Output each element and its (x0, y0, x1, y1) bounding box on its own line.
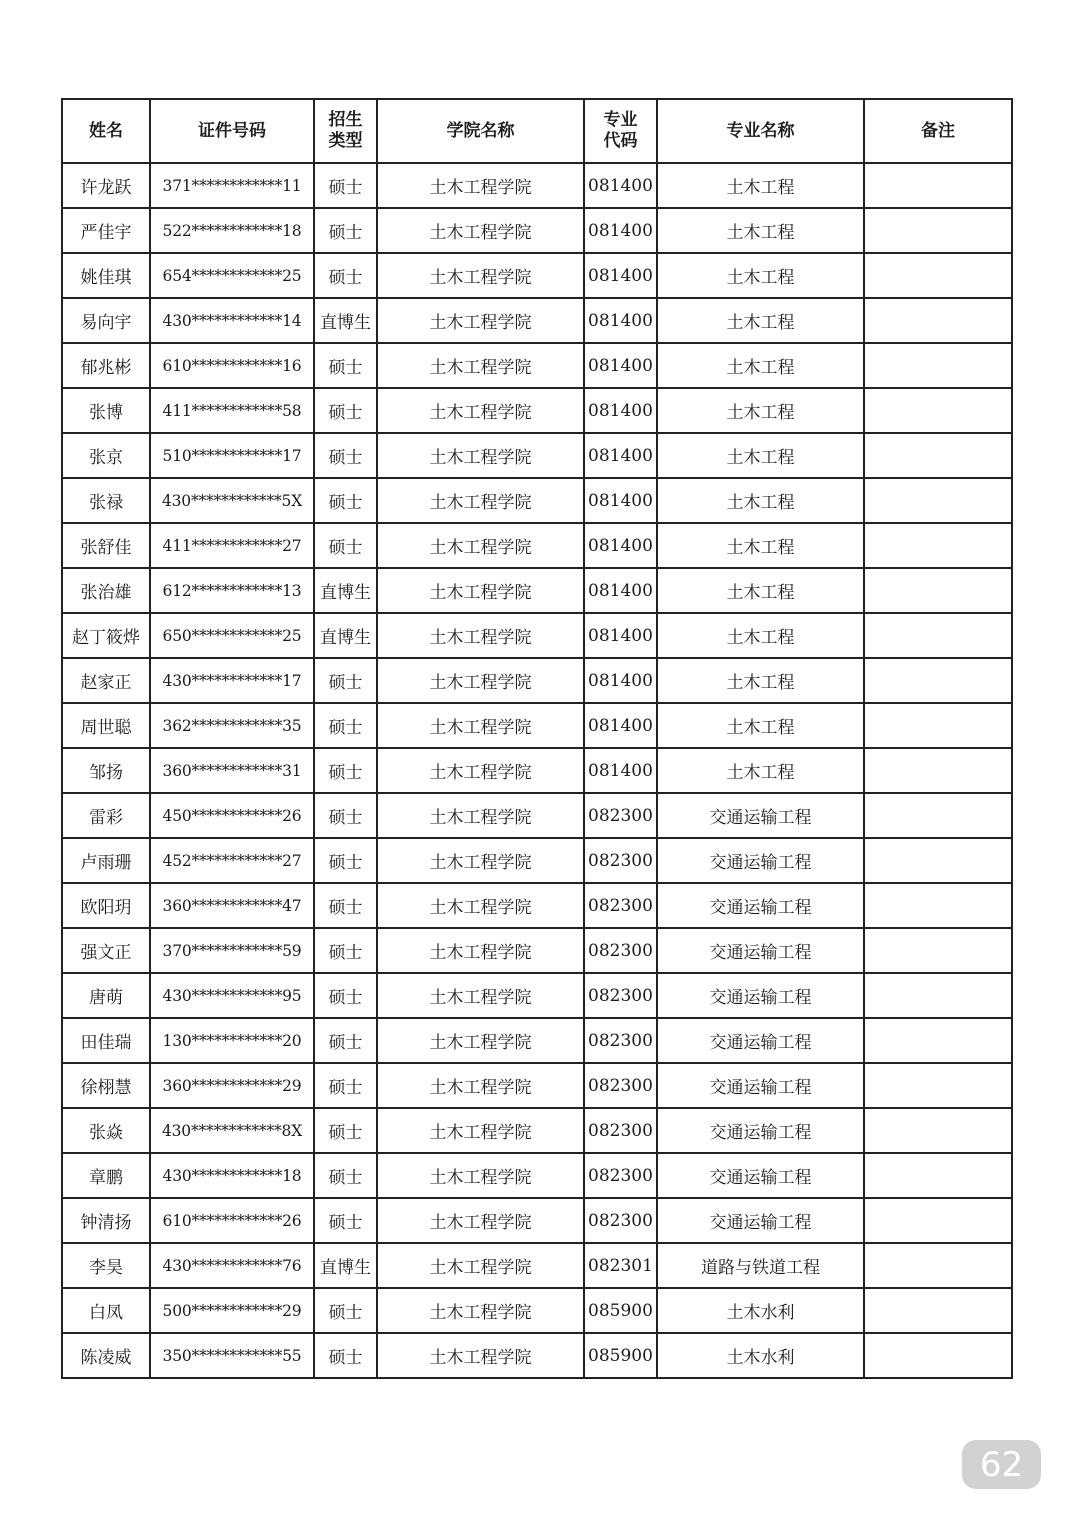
cell-name: 钟清扬 (62, 1198, 150, 1243)
header-remark: 备注 (864, 99, 1012, 163)
cell-id: 370************59 (150, 928, 314, 973)
cell-college: 土木工程学院 (377, 1063, 584, 1108)
header-code-line1: 专业 (603, 110, 638, 130)
table-row (62, 1243, 1012, 1288)
cell-type: 硕士 (314, 208, 377, 253)
cell-remark (864, 973, 1012, 1018)
cell-id: 430************5X (150, 478, 314, 523)
cell-major: 土木水利 (657, 1333, 864, 1378)
table-row (62, 343, 1012, 388)
cell-code: 082300 (584, 1018, 657, 1063)
cell-code: 081400 (584, 613, 657, 658)
cell-major: 交通运输工程 (657, 1018, 864, 1063)
table-row (62, 973, 1012, 1018)
table-row (62, 1333, 1012, 1378)
cell-code: 082301 (584, 1243, 657, 1288)
cell-id: 522************18 (150, 208, 314, 253)
cell-id: 650************25 (150, 613, 314, 658)
cell-remark (864, 298, 1012, 343)
admission-list-sheet (61, 98, 1011, 1379)
cell-code: 081400 (584, 208, 657, 253)
cell-name: 邹扬 (62, 748, 150, 793)
cell-major: 交通运输工程 (657, 883, 864, 928)
cell-remark (864, 1108, 1012, 1153)
cell-id: 371************11 (150, 163, 314, 208)
table-header (62, 99, 1012, 163)
cell-remark (864, 838, 1012, 883)
cell-type: 硕士 (314, 433, 377, 478)
cell-code: 081400 (584, 253, 657, 298)
cell-college: 土木工程学院 (377, 1153, 584, 1198)
cell-major: 交通运输工程 (657, 928, 864, 973)
cell-id: 430************14 (150, 298, 314, 343)
cell-code: 081400 (584, 748, 657, 793)
cell-type: 硕士 (314, 658, 377, 703)
cell-college: 土木工程学院 (377, 928, 584, 973)
cell-remark (864, 1153, 1012, 1198)
cell-name: 姚佳琪 (62, 253, 150, 298)
header-type-line2: 类型 (328, 131, 363, 151)
table-row (62, 298, 1012, 343)
cell-remark (864, 613, 1012, 658)
cell-name: 唐萌 (62, 973, 150, 1018)
cell-id: 654************25 (150, 253, 314, 298)
cell-name: 许龙跃 (62, 163, 150, 208)
cell-name: 张舒佳 (62, 523, 150, 568)
table-row (62, 568, 1012, 613)
cell-college: 土木工程学院 (377, 838, 584, 883)
cell-major: 土木工程 (657, 208, 864, 253)
cell-code: 082300 (584, 838, 657, 883)
cell-name: 张京 (62, 433, 150, 478)
header-name: 姓名 (62, 99, 150, 163)
table-row (62, 1108, 1012, 1153)
cell-remark (864, 658, 1012, 703)
cell-major: 交通运输工程 (657, 793, 864, 838)
cell-id: 450************26 (150, 793, 314, 838)
cell-major: 交通运输工程 (657, 1063, 864, 1108)
cell-type: 硕士 (314, 973, 377, 1018)
cell-name: 张焱 (62, 1108, 150, 1153)
table-row (62, 883, 1012, 928)
cell-code: 085900 (584, 1333, 657, 1378)
cell-major: 土木工程 (657, 568, 864, 613)
cell-name: 周世聪 (62, 703, 150, 748)
cell-name: 严佳宇 (62, 208, 150, 253)
cell-id: 411************58 (150, 388, 314, 433)
cell-name: 张博 (62, 388, 150, 433)
cell-college: 土木工程学院 (377, 1333, 584, 1378)
cell-college: 土木工程学院 (377, 568, 584, 613)
cell-major: 土木水利 (657, 1288, 864, 1333)
cell-type: 硕士 (314, 1108, 377, 1153)
cell-major: 土木工程 (657, 298, 864, 343)
header-row (62, 99, 1012, 163)
cell-code: 081400 (584, 523, 657, 568)
cell-college: 土木工程学院 (377, 388, 584, 433)
cell-id: 130************20 (150, 1018, 314, 1063)
cell-code: 081400 (584, 568, 657, 613)
cell-remark (864, 388, 1012, 433)
cell-college: 土木工程学院 (377, 613, 584, 658)
cell-major: 土木工程 (657, 703, 864, 748)
cell-remark (864, 433, 1012, 478)
cell-type: 硕士 (314, 838, 377, 883)
cell-id: 612************13 (150, 568, 314, 613)
cell-college: 土木工程学院 (377, 658, 584, 703)
cell-major: 土木工程 (657, 388, 864, 433)
header-type-line1: 招生 (328, 110, 363, 130)
cell-code: 081400 (584, 298, 657, 343)
cell-type: 硕士 (314, 1153, 377, 1198)
cell-id: 362************35 (150, 703, 314, 748)
cell-college: 土木工程学院 (377, 1018, 584, 1063)
cell-type: 硕士 (314, 1063, 377, 1108)
cell-remark (864, 748, 1012, 793)
cell-major: 土木工程 (657, 343, 864, 388)
cell-type: 硕士 (314, 1333, 377, 1378)
cell-type: 硕士 (314, 478, 377, 523)
cell-college: 土木工程学院 (377, 1108, 584, 1153)
cell-type: 硕士 (314, 163, 377, 208)
cell-college: 土木工程学院 (377, 253, 584, 298)
cell-major: 交通运输工程 (657, 838, 864, 883)
cell-id: 430************8X (150, 1108, 314, 1153)
cell-remark (864, 523, 1012, 568)
table-row (62, 1018, 1012, 1063)
cell-code: 082300 (584, 1153, 657, 1198)
cell-id: 430************76 (150, 1243, 314, 1288)
cell-id: 610************16 (150, 343, 314, 388)
cell-code: 081400 (584, 388, 657, 433)
table-row (62, 208, 1012, 253)
cell-code: 081400 (584, 433, 657, 478)
table-row (62, 163, 1012, 208)
cell-id: 430************17 (150, 658, 314, 703)
page-number-badge: 62 (962, 1440, 1041, 1489)
cell-code: 082300 (584, 1198, 657, 1243)
cell-college: 土木工程学院 (377, 343, 584, 388)
cell-id: 350************55 (150, 1333, 314, 1378)
cell-major: 土木工程 (657, 163, 864, 208)
cell-remark (864, 1243, 1012, 1288)
cell-type: 直博生 (314, 568, 377, 613)
cell-remark (864, 343, 1012, 388)
table-row (62, 748, 1012, 793)
cell-id: 360************31 (150, 748, 314, 793)
cell-remark (864, 478, 1012, 523)
header-college: 学院名称 (377, 99, 584, 163)
cell-college: 土木工程学院 (377, 208, 584, 253)
cell-type: 直博生 (314, 1243, 377, 1288)
cell-college: 土木工程学院 (377, 703, 584, 748)
cell-major: 土木工程 (657, 433, 864, 478)
cell-id: 610************26 (150, 1198, 314, 1243)
cell-college: 土木工程学院 (377, 523, 584, 568)
cell-id: 452************27 (150, 838, 314, 883)
cell-college: 土木工程学院 (377, 433, 584, 478)
cell-name: 章鹏 (62, 1153, 150, 1198)
cell-code: 081400 (584, 163, 657, 208)
table-row (62, 1288, 1012, 1333)
header-code-line2: 代码 (603, 131, 638, 151)
cell-name: 卢雨珊 (62, 838, 150, 883)
header-type (314, 99, 377, 163)
table-row (62, 253, 1012, 298)
cell-remark (864, 793, 1012, 838)
table-row (62, 793, 1012, 838)
table-body (62, 163, 1012, 1378)
table-row (62, 523, 1012, 568)
cell-major: 交通运输工程 (657, 1108, 864, 1153)
cell-type: 硕士 (314, 1018, 377, 1063)
cell-name: 张禄 (62, 478, 150, 523)
cell-name: 白凤 (62, 1288, 150, 1333)
header-code (584, 99, 657, 163)
cell-college: 土木工程学院 (377, 748, 584, 793)
table-row (62, 1063, 1012, 1108)
cell-remark (864, 703, 1012, 748)
table-row (62, 658, 1012, 703)
cell-college: 土木工程学院 (377, 298, 584, 343)
cell-name: 田佳瑞 (62, 1018, 150, 1063)
table-row (62, 838, 1012, 883)
cell-name: 雷彩 (62, 793, 150, 838)
cell-college: 土木工程学院 (377, 883, 584, 928)
cell-major: 土木工程 (657, 613, 864, 658)
header-major: 专业名称 (657, 99, 864, 163)
header-id: 证件号码 (150, 99, 314, 163)
cell-id: 360************47 (150, 883, 314, 928)
cell-code: 081400 (584, 703, 657, 748)
admission-table (61, 98, 1013, 1379)
cell-code: 082300 (584, 883, 657, 928)
cell-major: 交通运输工程 (657, 1198, 864, 1243)
cell-type: 硕士 (314, 523, 377, 568)
table-row (62, 1198, 1012, 1243)
cell-name: 陈凌威 (62, 1333, 150, 1378)
cell-type: 硕士 (314, 703, 377, 748)
cell-college: 土木工程学院 (377, 1243, 584, 1288)
cell-id: 500************29 (150, 1288, 314, 1333)
cell-id: 510************17 (150, 433, 314, 478)
cell-major: 土木工程 (657, 523, 864, 568)
cell-type: 硕士 (314, 883, 377, 928)
cell-major: 交通运输工程 (657, 973, 864, 1018)
cell-remark (864, 1198, 1012, 1243)
cell-type: 硕士 (314, 928, 377, 973)
cell-remark (864, 253, 1012, 298)
cell-college: 土木工程学院 (377, 1288, 584, 1333)
cell-id: 430************18 (150, 1153, 314, 1198)
cell-name: 张治雄 (62, 568, 150, 613)
cell-type: 硕士 (314, 748, 377, 793)
cell-id: 360************29 (150, 1063, 314, 1108)
cell-name: 赵丁筱烨 (62, 613, 150, 658)
cell-id: 411************27 (150, 523, 314, 568)
cell-college: 土木工程学院 (377, 793, 584, 838)
table-row (62, 433, 1012, 478)
cell-major: 道路与铁道工程 (657, 1243, 864, 1288)
cell-major: 土木工程 (657, 658, 864, 703)
table-row (62, 478, 1012, 523)
cell-remark (864, 568, 1012, 613)
cell-code: 082300 (584, 1108, 657, 1153)
cell-name: 李昊 (62, 1243, 150, 1288)
cell-remark (864, 1063, 1012, 1108)
cell-code: 081400 (584, 658, 657, 703)
cell-remark (864, 1333, 1012, 1378)
table-row (62, 1153, 1012, 1198)
cell-remark (864, 883, 1012, 928)
cell-major: 土木工程 (657, 478, 864, 523)
cell-type: 直博生 (314, 298, 377, 343)
cell-name: 徐栩慧 (62, 1063, 150, 1108)
cell-remark (864, 1288, 1012, 1333)
cell-remark (864, 163, 1012, 208)
cell-type: 直博生 (314, 613, 377, 658)
cell-type: 硕士 (314, 793, 377, 838)
cell-code: 082300 (584, 928, 657, 973)
cell-name: 易向宇 (62, 298, 150, 343)
cell-code: 085900 (584, 1288, 657, 1333)
cell-name: 强文正 (62, 928, 150, 973)
cell-type: 硕士 (314, 1198, 377, 1243)
cell-type: 硕士 (314, 253, 377, 298)
cell-code: 082300 (584, 1063, 657, 1108)
cell-major: 土木工程 (657, 748, 864, 793)
table-row (62, 703, 1012, 748)
table-row (62, 928, 1012, 973)
cell-type: 硕士 (314, 343, 377, 388)
table-row (62, 613, 1012, 658)
table-row (62, 388, 1012, 433)
cell-major: 土木工程 (657, 253, 864, 298)
cell-remark (864, 1018, 1012, 1063)
cell-code: 082300 (584, 973, 657, 1018)
cell-remark (864, 208, 1012, 253)
cell-type: 硕士 (314, 388, 377, 433)
cell-remark (864, 928, 1012, 973)
cell-college: 土木工程学院 (377, 973, 584, 1018)
cell-code: 081400 (584, 343, 657, 388)
cell-id: 430************95 (150, 973, 314, 1018)
cell-college: 土木工程学院 (377, 163, 584, 208)
cell-name: 郁兆彬 (62, 343, 150, 388)
cell-code: 082300 (584, 793, 657, 838)
cell-major: 交通运输工程 (657, 1153, 864, 1198)
cell-name: 赵家正 (62, 658, 150, 703)
cell-college: 土木工程学院 (377, 478, 584, 523)
cell-name: 欧阳玥 (62, 883, 150, 928)
cell-type: 硕士 (314, 1288, 377, 1333)
cell-code: 081400 (584, 478, 657, 523)
cell-college: 土木工程学院 (377, 1198, 584, 1243)
